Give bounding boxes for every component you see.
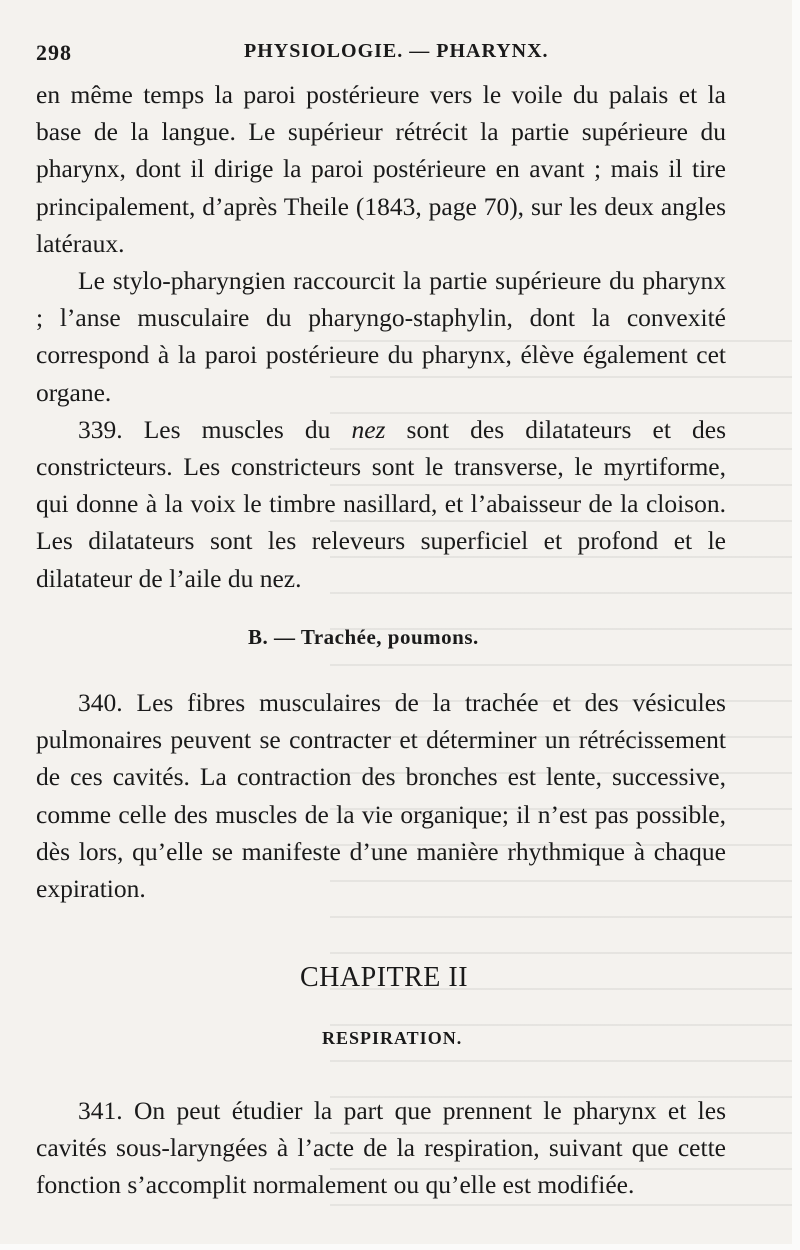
paragraph-339: [36, 411, 726, 597]
page-number: 298: [36, 40, 72, 65]
main-text-block: [36, 76, 726, 597]
section-b-text-block: [36, 684, 726, 907]
running-head: PHYSIOLOGIE. — PHARYNX.: [244, 40, 549, 62]
paragraph-339-italic: nez: [351, 414, 386, 444]
chapter-subtitle: RESPIRATION.: [322, 1028, 463, 1048]
subsection-heading: B. — Trachée, poumons.: [248, 625, 479, 649]
paragraph-339-start: 339. Les muscles du: [78, 414, 352, 444]
paragraph-340: 340. Les fibres musculaires de la trachée et des vésicules pulmonaires peuvent se contracter et déterminer un rétrécissement de ces cavités. La contraction des bronches est lente, successive, comme celle des muscles de la vie organique; il n’est pas possible, dès lors, qu’elle se manifeste d’une manière rhythmique à chaque expiration.: [36, 688, 726, 904]
paragraph-339-end: sont des dilatateurs et des constricteurs. Les constricteurs sont le transverse, le myrtiforme, qui donne à la voix le timbre nasillard, et l’abaisseur de la cloison. Les dilatateurs sont les releveurs superficiel et profond et le dilatateur de l’aile du nez.: [36, 414, 726, 593]
paragraph-1: en même temps la paroi postérieure vers le voile du palais et la base de la langue. Le supérieur rétrécit la partie supérieure du pharynx, dont il dirige la paroi postérieure en avant ; mais il tire principalement, d’après Theile (1843, page 70), sur les deux angles latéraux.: [36, 80, 726, 258]
paragraph-341: 341. On peut étudier la part que prennent le pharynx et les cavités sous-laryngées à l’acte de la respiration, suivant que cette fonction s’accomplit normalement ou qu’elle est modifiée.: [36, 1096, 726, 1200]
chapter-title: CHAPITRE II: [300, 962, 469, 993]
page-header: [36, 40, 716, 66]
paragraph-2: Le stylo-pharyngien raccourcit la partie supérieure du pharynx ; l’anse musculaire du pharyngo-staphylin, dont la convexité correspond à la paroi postérieure du pharynx, élève également cet organe.: [36, 266, 726, 407]
chapter-text-block: [36, 1092, 726, 1204]
